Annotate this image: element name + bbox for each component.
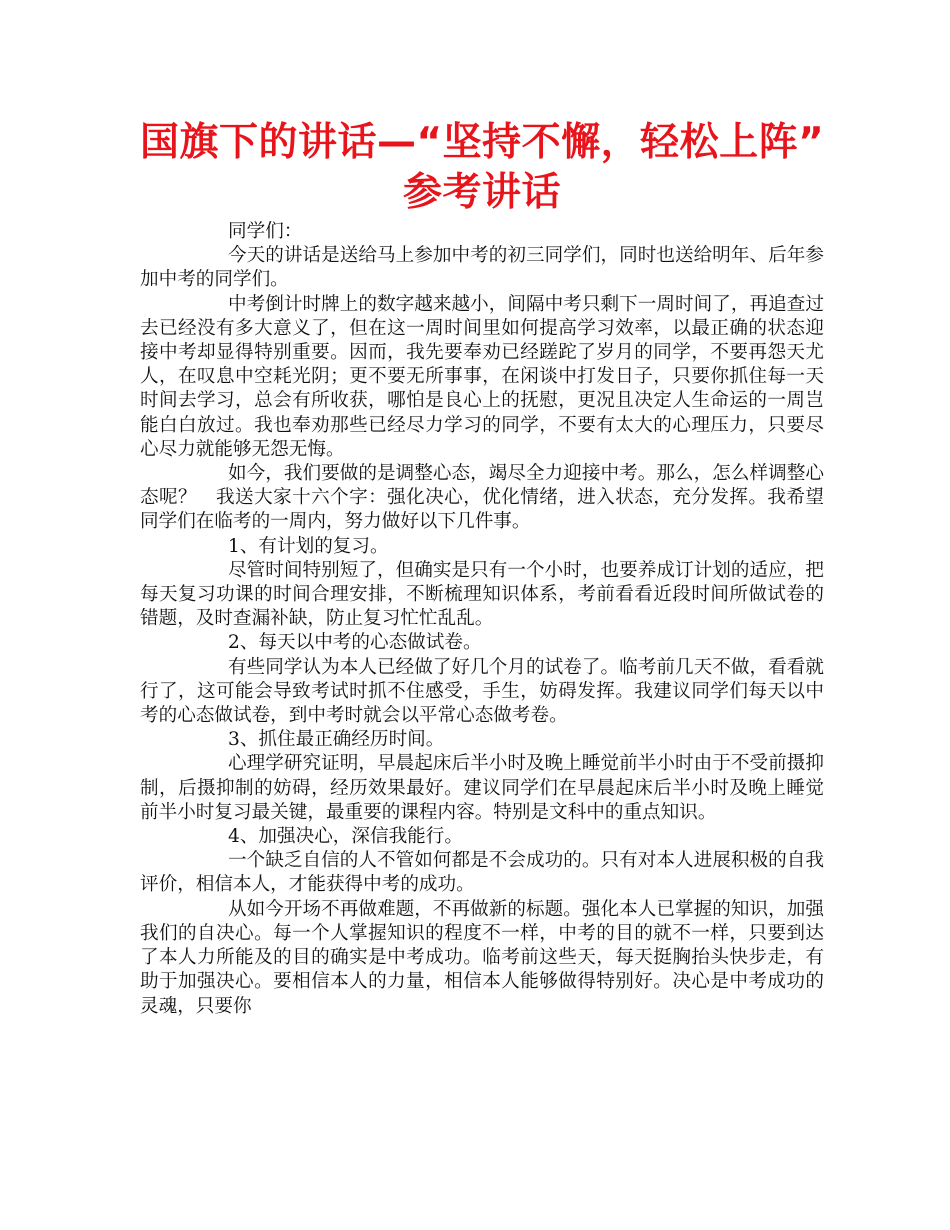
paragraph: 今天的讲话是送给马上参加中考的初三同学们，同时也送给明年、后年参加中考的同学们。	[140, 245, 824, 291]
paragraph: 尽管时间特别短了，但确实是只有一个小时，也要养成订计划的适应，把每天复习功课的时间合理安排，不断梳理知识体系，考前看看近段时间所做试卷的错题，及时查漏补缺，防止复习忙忙乱乱。	[140, 559, 824, 630]
section-heading: 2、每天以中考的心态做试卷。	[228, 632, 482, 654]
title-line-1: 国旗下的讲话—“坚持不懈，轻松上阵”	[140, 120, 825, 165]
paragraph: 中考倒计时牌上的数字越来越小，间隔中考只剩下一周时间了，再追查过去已经没有多大意义了，但在这一周时间里如何提高学习效率，以最正确的状态迎接中考却显得特别重要。因而，我先要奉劝已经蹉跎了岁月的同学，不要再怨天尤人，在叹息中空耗光阴；更不要无所事事，在闲谈中打发日子，只要你抓住每一天时间去学习，总会有所收获，哪怕是良心上的抚慰，更况且决定人生命运的一周岂能白白放过。我也奉劝那些已经尽力学习的同学，不要有太大的心理压力，只要尽心尽力就能够无怨无悔。	[140, 293, 824, 460]
document-title	[140, 118, 824, 218]
section-heading: 1、有计划的复习。	[228, 535, 389, 557]
document-page	[140, 118, 824, 1019]
section-heading: 4、加强决心，深信我能行。	[228, 826, 463, 848]
paragraph: 从如今开场不再做难题，不再做新的标题。强化本人已掌握的知识，加强我们的自决心。每一个人掌握知识的程度不一样，中考的目的就不一样，只要到达了本人力所能及的目的确实是中考成功。临考前这些天，每天挺胸抬头快步走，有助于加强决心。要相信本人的力量，相信本人能够做得特别好。决心是中考成功的灵魂，只要你	[140, 898, 824, 1017]
section-heading: 3、抓住最正确经历时间。	[228, 729, 445, 751]
document-body	[140, 220, 824, 1019]
paragraph: 一个缺乏自信的人不管如何都是不会成功的。只有对本人进展积极的自我评价，相信本人，才能获得中考的成功。	[140, 850, 824, 896]
paragraph: 如今，我们要做的是调整心态，竭尽全力迎接中考。那么，怎么样调整心态呢？ 我送大家十六个字：强化决心，优化情绪，进入状态，充分发挥。我希望同学们在临考的一周内，努力做好以下几件事。	[140, 463, 824, 533]
paragraph-salutation: 同学们：	[228, 221, 303, 242]
paragraph: 有些同学认为本人已经做了好几个月的试卷了。临考前几天不做，看看就行了，这可能会导致考试时抓不住感受，手生，妨碍发挥。我建议同学们每天以中考的心态做试卷，到中考时就会以平常心态做考卷。	[140, 656, 824, 727]
paragraph: 心理学研究证明，早晨起床后半小时及晚上睡觉前半小时由于不受前摄抑制，后摄抑制的妨碍，经历效果最好。建议同学们在早晨起床后半小时及晚上睡觉前半小时复习最关键，最重要的课程内容。特别是文科中的重点知识。	[140, 753, 824, 823]
title-line-2: 参考讲话	[402, 170, 561, 215]
